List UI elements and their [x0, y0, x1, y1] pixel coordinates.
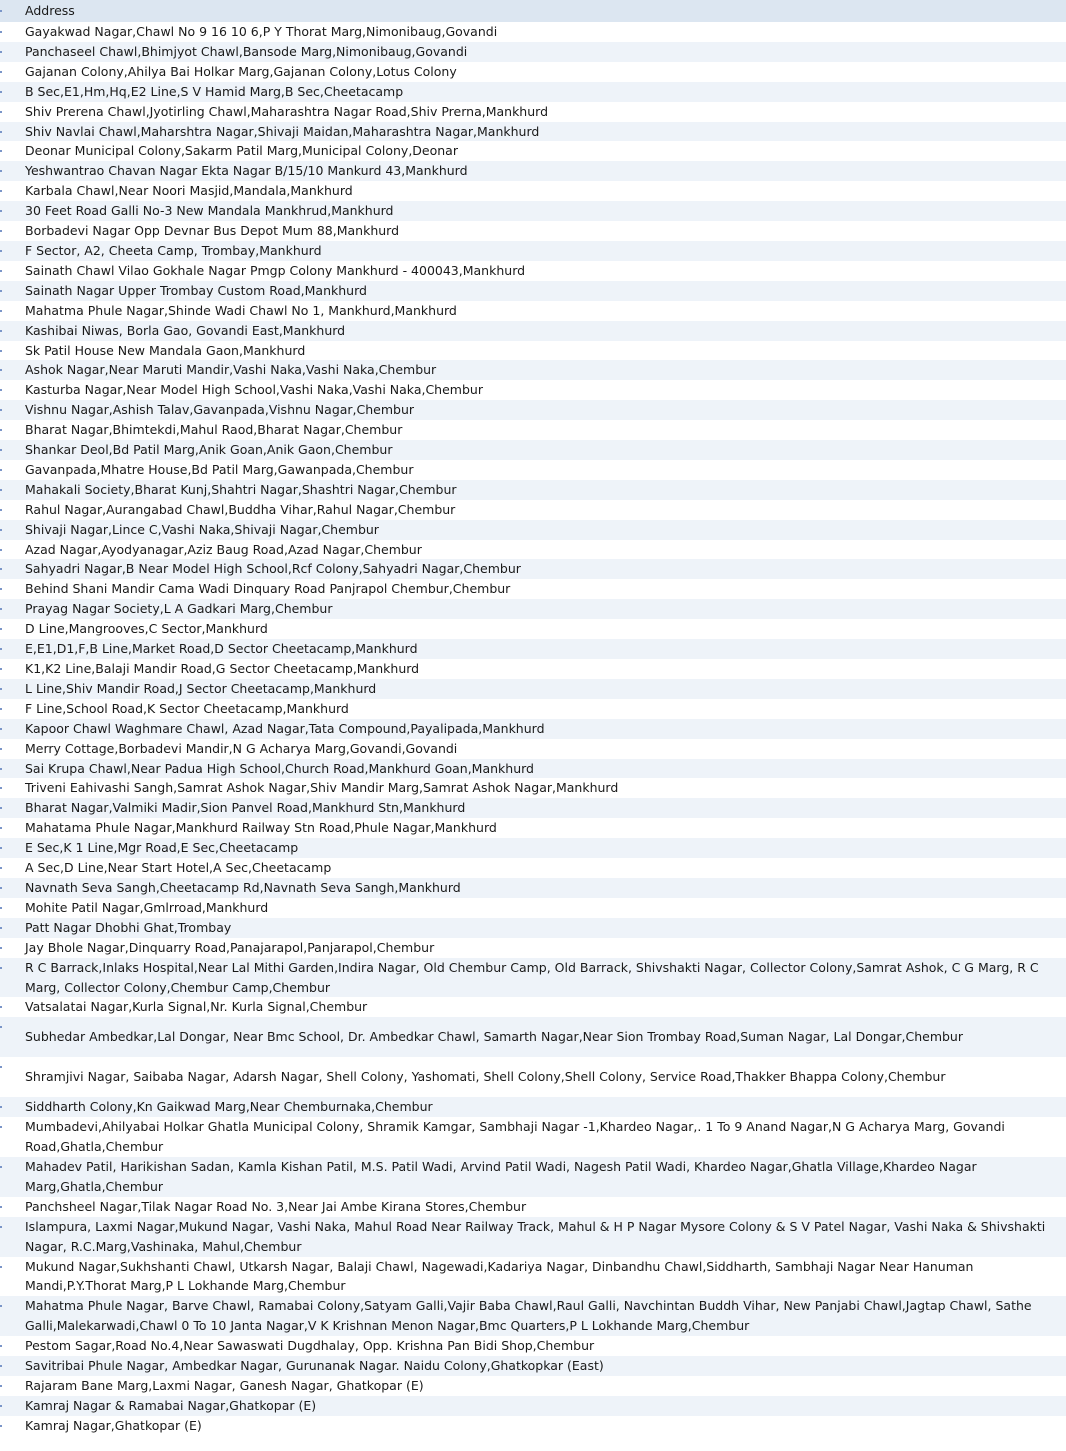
- row-marker: [0, 867, 2, 869]
- column-header-label: Address: [25, 3, 75, 18]
- address-row[interactable]: [0, 898, 1066, 918]
- row-marker: [0, 250, 2, 252]
- address-row[interactable]: [0, 360, 1066, 380]
- row-marker: [0, 668, 2, 670]
- address-cell: Kamraj Nagar,Ghatkopar (E): [25, 1417, 202, 1433]
- address-cell: Rahul Nagar,Aurangabad Chawl,Buddha Vihar,Rahul Nagar,Chembur: [25, 501, 456, 517]
- row-marker: [0, 409, 2, 411]
- row-marker: [0, 389, 2, 391]
- row-marker: [0, 111, 2, 113]
- address-cell: Merry Cottage,Borbadevi Mandir,N G Acharya Marg,Govandi,Govandi: [25, 740, 458, 756]
- row-marker: [0, 927, 2, 929]
- row-marker: [0, 1126, 2, 1128]
- address-cell: Shiv Navlai Chawl,Maharshtra Nagar,Shivaji Maidan,Maharashtra Nagar,Mankhurd: [25, 123, 540, 139]
- row-marker: [0, 270, 2, 272]
- address-row[interactable]: [0, 261, 1066, 281]
- address-cell: Pestom Sagar,Road No.4,Near Sawaswati Dugdhalay, Opp. Krishna Pan Bidi Shop,Chembur: [25, 1338, 595, 1354]
- address-cell: F Line,School Road,K Sector Cheetacamp,Mankhurd: [25, 700, 349, 716]
- address-row[interactable]: [0, 1057, 1066, 1097]
- address-row[interactable]: [0, 1416, 1066, 1436]
- address-cell: Mahakali Society,Bharat Kunj,Shahtri Nagar,Shashtri Nagar,Chembur: [25, 481, 457, 497]
- address-row[interactable]: [0, 102, 1066, 122]
- row-marker: [0, 150, 2, 152]
- address-cell: Shivaji Nagar,Lince C,Vashi Naka,Shivaji Nagar,Chembur: [25, 521, 379, 537]
- address-row[interactable]: [0, 540, 1066, 560]
- address-row[interactable]: [0, 1356, 1066, 1376]
- row-marker: [0, 1365, 2, 1367]
- address-cell: Rajaram Bane Marg,Laxmi Nagar, Ganesh Nagar, Ghatkopar (E): [25, 1378, 424, 1393]
- row-marker: [0, 1106, 2, 1108]
- row-marker: [0, 748, 2, 750]
- row-marker: [0, 1266, 2, 1268]
- row-marker: [0, 1385, 2, 1387]
- address-row[interactable]: [0, 559, 1066, 579]
- address-row[interactable]: [0, 599, 1066, 619]
- address-row[interactable]: [0, 281, 1066, 301]
- address-cell: E Sec,K 1 Line,Mgr Road,E Sec,Cheetacamp: [25, 840, 299, 856]
- address-row[interactable]: [0, 579, 1066, 599]
- address-row[interactable]: [0, 301, 1066, 321]
- address-row[interactable]: [0, 22, 1066, 42]
- row-marker: [0, 1166, 2, 1168]
- address-cell: Gavanpada,Mhatre House,Bd Patil Marg,Gawanpada,Chembur: [25, 461, 414, 477]
- address-cell: Mahatama Phule Nagar,Mankhurd Railway Stn Road,Phule Nagar,Mankhurd: [25, 820, 497, 836]
- row-marker: [0, 31, 2, 33]
- row-marker: [0, 1345, 2, 1347]
- address-row[interactable]: [0, 201, 1066, 221]
- row-marker: [0, 887, 2, 889]
- row-marker: [0, 728, 2, 730]
- address-row[interactable]: [0, 918, 1066, 938]
- address-row[interactable]: [0, 1197, 1066, 1217]
- row-marker: [0, 71, 2, 73]
- address-cell: Yeshwantrao Chavan Nagar Ekta Nagar B/15/10 Mankurd 43,Mankhurd: [25, 163, 468, 179]
- address-row[interactable]: [0, 181, 1066, 201]
- address-row[interactable]: [0, 161, 1066, 181]
- address-cell: Navnath Seva Sangh,Cheetacamp Rd,Navnath Seva Sangh,Mankhurd: [25, 879, 461, 895]
- address-cell: R C Barrack,Inlaks Hospital,Near Lal Mithi Garden,Indira Nagar, Old Chembur Camp, Old Barrack, Shivshakti Nagar, Collector Colony,Samrat Ashok, C G Marg, R C Marg, Collector Colony,Chembur Camp,Chembur: [25, 959, 1039, 995]
- row-marker: [0, 1066, 2, 1068]
- address-row[interactable]: [0, 1396, 1066, 1416]
- address-row[interactable]: [0, 1097, 1066, 1117]
- address-cell: D Line,Mangrooves,C Sector,Mankhurd: [25, 621, 268, 637]
- row-marker: [0, 807, 2, 809]
- address-row[interactable]: [0, 122, 1066, 142]
- address-row[interactable]: [0, 500, 1066, 520]
- address-row[interactable]: [0, 1157, 1066, 1197]
- row-marker: [0, 489, 2, 491]
- address-row[interactable]: [0, 679, 1066, 699]
- row-marker: [0, 350, 2, 352]
- address-cell: B Sec,E1,Hm,Hq,E2 Line,S V Hamid Marg,B Sec,Cheetacamp: [25, 83, 404, 99]
- address-row[interactable]: [0, 1336, 1066, 1356]
- address-row[interactable]: [0, 1296, 1066, 1336]
- row-marker: [0, 509, 2, 511]
- address-row[interactable]: [0, 619, 1066, 639]
- row-marker: [0, 1026, 2, 1028]
- address-cell: Kamraj Nagar & Ramabai Nagar,Ghatkopar (E): [25, 1397, 317, 1413]
- address-cell: Mumbadevi,Ahilyabai Holkar Ghatla Municipal Colony, Shramik Kamgar, Sambhaji Nagar -1,Khardeo Nagar,. 1 To 9 Anand Nagar,N G Acharya Marg, Govandi Road,Ghatla,Chembur: [25, 1119, 1005, 1155]
- address-cell: Sk Patil House New Mandala Gaon,Mankhurd: [25, 342, 306, 358]
- row-marker: [0, 947, 2, 949]
- row-marker: [0, 608, 2, 610]
- address-row[interactable]: [0, 520, 1066, 540]
- address-row[interactable]: [0, 141, 1066, 161]
- address-row[interactable]: [0, 798, 1066, 818]
- address-row[interactable]: [0, 938, 1066, 958]
- row-marker: [0, 310, 2, 312]
- address-cell: Prayag Nagar Society,L A Gadkari Marg,Chembur: [25, 601, 333, 617]
- address-row[interactable]: [0, 221, 1066, 241]
- address-cell: Karbala Chawl,Near Noori Masjid,Mandala,Mankhurd: [25, 183, 353, 199]
- address-cell: Azad Nagar,Ayodyanagar,Aziz Baug Road,Azad Nagar,Chembur: [25, 541, 422, 557]
- address-cell: Mukund Nagar,Sukhshanti Chawl, Utkarsh Nagar, Balaji Chawl, Nagewadi,Kadariya Nagar, Dinbandhu Chawl,Siddharth, Sambhaji Nagar Near Hanuman Mandi,P.Y.Thorat Marg,P L Lokhande Marg,Chembur: [25, 1258, 974, 1294]
- row-marker: [0, 827, 2, 829]
- address-cell: Kasturba Nagar,Near Model High School,Vashi Naka,Vashi Naka,Chembur: [25, 382, 483, 398]
- row-marker: [0, 210, 2, 212]
- row-marker: [0, 449, 2, 451]
- address-row[interactable]: [0, 997, 1066, 1017]
- address-cell: Bharat Nagar,Valmiki Madir,Sion Panvel Road,Mankhurd Stn,Mankhurd: [25, 800, 466, 816]
- address-cell: Shiv Prerena Chawl,Jyotirling Chawl,Maharashtra Nagar Road,Shiv Prerna,Mankhurd: [25, 103, 549, 119]
- address-cell: Gajanan Colony,Ahilya Bai Holkar Marg,Gajanan Colony,Lotus Colony: [25, 63, 457, 79]
- address-row[interactable]: [0, 1017, 1066, 1057]
- address-row[interactable]: [0, 858, 1066, 878]
- address-row[interactable]: [0, 639, 1066, 659]
- address-row[interactable]: [0, 62, 1066, 82]
- address-cell: Mahatma Phule Nagar, Barve Chawl, Ramabai Colony,Satyam Galli,Vajir Baba Chawl,Raul Galli, Navchintan Buddh Vihar, New Panjabi Chawl,Jagtap Chawl, Sathe Galli,Malekarwadi,Chawl 0 To 10 Janta Nagar,V K Krishnan Menon Nagar,Bmc Quarters,P L Lokhande Marg,Chembur: [25, 1298, 1032, 1334]
- address-cell: Sahyadri Nagar,B Near Model High School,Rcf Colony,Sahyadri Nagar,Chembur: [25, 561, 521, 577]
- address-row[interactable]: [0, 838, 1066, 858]
- address-cell: L Line,Shiv Mandir Road,J Sector Cheetacamp,Mankhurd: [25, 680, 377, 696]
- address-cell: Panchaseel Chawl,Bhimjyot Chawl,Bansode Marg,Nimonibaug,Govandi: [25, 43, 468, 59]
- row-marker: [0, 847, 2, 849]
- row-marker: [0, 429, 2, 431]
- address-row[interactable]: [0, 321, 1066, 341]
- address-row[interactable]: [0, 82, 1066, 102]
- address-cell: Vatsalatai Nagar,Kurla Signal,Nr. Kurla Signal,Chembur: [25, 999, 368, 1015]
- address-cell: Bharat Nagar,Bhimtekdi,Mahul Raod,Bharat Nagar,Chembur: [25, 422, 403, 438]
- row-marker: [0, 907, 2, 909]
- row-marker: [0, 967, 2, 969]
- address-list: [0, 22, 1066, 1436]
- row-marker: [0, 588, 2, 590]
- address-cell: F Sector, A2, Cheeta Camp, Trombay,Mankhurd: [25, 242, 322, 258]
- row-marker: [0, 708, 2, 710]
- row-marker: [0, 1206, 2, 1208]
- address-row[interactable]: [0, 739, 1066, 759]
- row-marker: [0, 91, 2, 93]
- address-cell: Kapoor Chawl Waghmare Chawl, Azad Nagar,Tata Compound,Payalipada,Mankhurd: [25, 720, 545, 736]
- row-marker: [0, 768, 2, 770]
- row-marker: [0, 190, 2, 192]
- address-row[interactable]: [0, 1376, 1066, 1396]
- row-marker: [0, 568, 2, 570]
- row-marker: [0, 170, 2, 172]
- address-row[interactable]: [0, 958, 1066, 998]
- row-marker: [0, 1425, 2, 1427]
- address-row[interactable]: [0, 759, 1066, 779]
- row-marker: [0, 469, 2, 471]
- address-cell: Borbadevi Nagar Opp Devnar Bus Depot Mum 88,Mankhurd: [25, 223, 400, 239]
- row-marker: [0, 529, 2, 531]
- row-marker: [0, 688, 2, 690]
- address-row[interactable]: [0, 480, 1066, 500]
- address-cell: K1,K2 Line,Balaji Mandir Road,G Sector Cheetacamp,Mankhurd: [25, 661, 420, 676]
- address-cell: Sai Krupa Chawl,Near Padua High School,Church Road,Mankhurd Goan,Mankhurd: [25, 760, 534, 776]
- row-marker: [0, 131, 2, 133]
- address-row[interactable]: [0, 380, 1066, 400]
- address-cell: Mohite Patil Nagar,Gmlrroad,Mankhurd: [25, 899, 269, 915]
- address-row[interactable]: [0, 42, 1066, 62]
- address-cell: Patt Nagar Dhobhi Ghat,Trombay: [25, 919, 232, 935]
- address-row[interactable]: [0, 699, 1066, 719]
- address-cell: Triveni Eahivashi Sangh,Samrat Ashok Nagar,Shiv Mandir Marg,Samrat Ashok Nagar,Mankhurd: [25, 780, 619, 796]
- row-marker: [0, 1405, 2, 1407]
- row-marker: [0, 787, 2, 789]
- address-row[interactable]: [0, 818, 1066, 838]
- address-row[interactable]: [0, 778, 1066, 798]
- address-cell: Islampura, Laxmi Nagar,Mukund Nagar, Vashi Naka, Mahul Road Near Railway Track, Mahul & H P Nagar Mysore Colony & S V Patel Nagar, Vashi Naka & Shivshakti Nagar, R.C.Marg,Vashinaka, Mahul,Chembur: [25, 1218, 1046, 1254]
- address-row[interactable]: [0, 440, 1066, 460]
- address-cell: Mahadev Patil, Harikishan Sadan, Kamla Kishan Patil, M.S. Patil Wadi, Arvind Patil Wadi, Nagesh Patil Wadi, Khardeo Nagar,Ghatla Village,Khardeo Nagar Marg,Ghatla,Chembur: [25, 1159, 977, 1194]
- address-row[interactable]: [0, 341, 1066, 361]
- row-marker: [0, 1006, 2, 1008]
- address-cell: Shramjivi Nagar, Saibaba Nagar, Adarsh Nagar, Shell Colony, Yashomati, Shell Colony,Shell Colony, Service Road,Thakker Bhappa Colony,Chembur: [25, 1069, 946, 1085]
- address-cell: Ashok Nagar,Near Maruti Mandir,Vashi Naka,Vashi Naka,Chembur: [25, 362, 437, 378]
- row-marker: [0, 51, 2, 53]
- address-cell: Deonar Municipal Colony,Sakarm Patil Marg,Municipal Colony,Deonar: [25, 143, 458, 159]
- address-row[interactable]: [0, 1257, 1066, 1297]
- address-cell: Savitribai Phule Nagar, Ambedkar Nagar, Gurunanak Nagar. Naidu Colony,Ghatkopkar (East): [25, 1358, 604, 1374]
- address-cell: A Sec,D Line,Near Start Hotel,A Sec,Cheetacamp: [25, 860, 332, 876]
- address-row[interactable]: [0, 400, 1066, 420]
- address-cell: E,E1,D1,F,B Line,Market Road,D Sector Cheetacamp,Mankhurd: [25, 641, 418, 657]
- address-row[interactable]: [0, 659, 1066, 679]
- row-marker: [0, 290, 2, 292]
- address-cell: Sainath Nagar Upper Trombay Custom Road,Mankhurd: [25, 282, 367, 298]
- address-cell: Behind Shani Mandir Cama Wadi Dinquary Road Panjrapol Chembur,Chembur: [25, 581, 511, 597]
- row-marker: [0, 1226, 2, 1228]
- address-cell: Gayakwad Nagar,Chawl No 9 16 10 6,P Y Thorat Marg,Nimonibaug,Govandi: [25, 24, 498, 39]
- address-row[interactable]: [0, 420, 1066, 440]
- address-row[interactable]: [0, 878, 1066, 898]
- address-row[interactable]: [0, 719, 1066, 739]
- row-marker: [0, 330, 2, 332]
- address-cell: Vishnu Nagar,Ashish Talav,Gavanpada,Vishnu Nagar,Chembur: [25, 402, 415, 418]
- row-marker: [0, 549, 2, 551]
- address-cell: 30 Feet Road Galli No-3 New Mandala Mankhrud,Mankhurd: [25, 203, 394, 219]
- row-marker: [0, 10, 2, 12]
- row-marker: [0, 648, 2, 650]
- row-marker: [0, 628, 2, 630]
- address-cell: Mahatma Phule Nagar,Shinde Wadi Chawl No 1, Mankhurd,Mankhurd: [25, 302, 457, 318]
- address-cell: Subhedar Ambedkar,Lal Dongar, Near Bmc School, Dr. Ambedkar Chawl, Samarth Nagar,Near Sion Trombay Road,Suman Nagar, Lal Dongar,Chembur: [25, 1029, 963, 1045]
- row-marker: [0, 1305, 2, 1307]
- address-row[interactable]: [0, 1217, 1066, 1257]
- address-cell: Panchsheel Nagar,Tilak Nagar Road No. 3,Near Jai Ambe Kirana Stores,Chembur: [25, 1198, 527, 1214]
- address-row[interactable]: [0, 241, 1066, 261]
- row-marker: [0, 369, 2, 371]
- address-cell: Shankar Deol,Bd Patil Marg,Anik Goan,Anik Gaon,Chembur: [25, 442, 393, 458]
- address-cell: Kashibai Niwas, Borla Gao, Govandi East,Mankhurd: [25, 322, 346, 338]
- column-header[interactable]: [0, 0, 1066, 22]
- row-marker: [0, 230, 2, 232]
- address-row[interactable]: [0, 460, 1066, 480]
- address-cell: Jay Bhole Nagar,Dinquarry Road,Panajarapol,Panjarapol,Chembur: [25, 939, 435, 955]
- address-cell: Siddharth Colony,Kn Gaikwad Marg,Near Chemburnaka,Chembur: [25, 1099, 433, 1115]
- address-cell: Sainath Chawl Vilao Gokhale Nagar Pmgp Colony Mankhurd - 400043,Mankhurd: [25, 262, 526, 278]
- address-row[interactable]: [0, 1117, 1066, 1157]
